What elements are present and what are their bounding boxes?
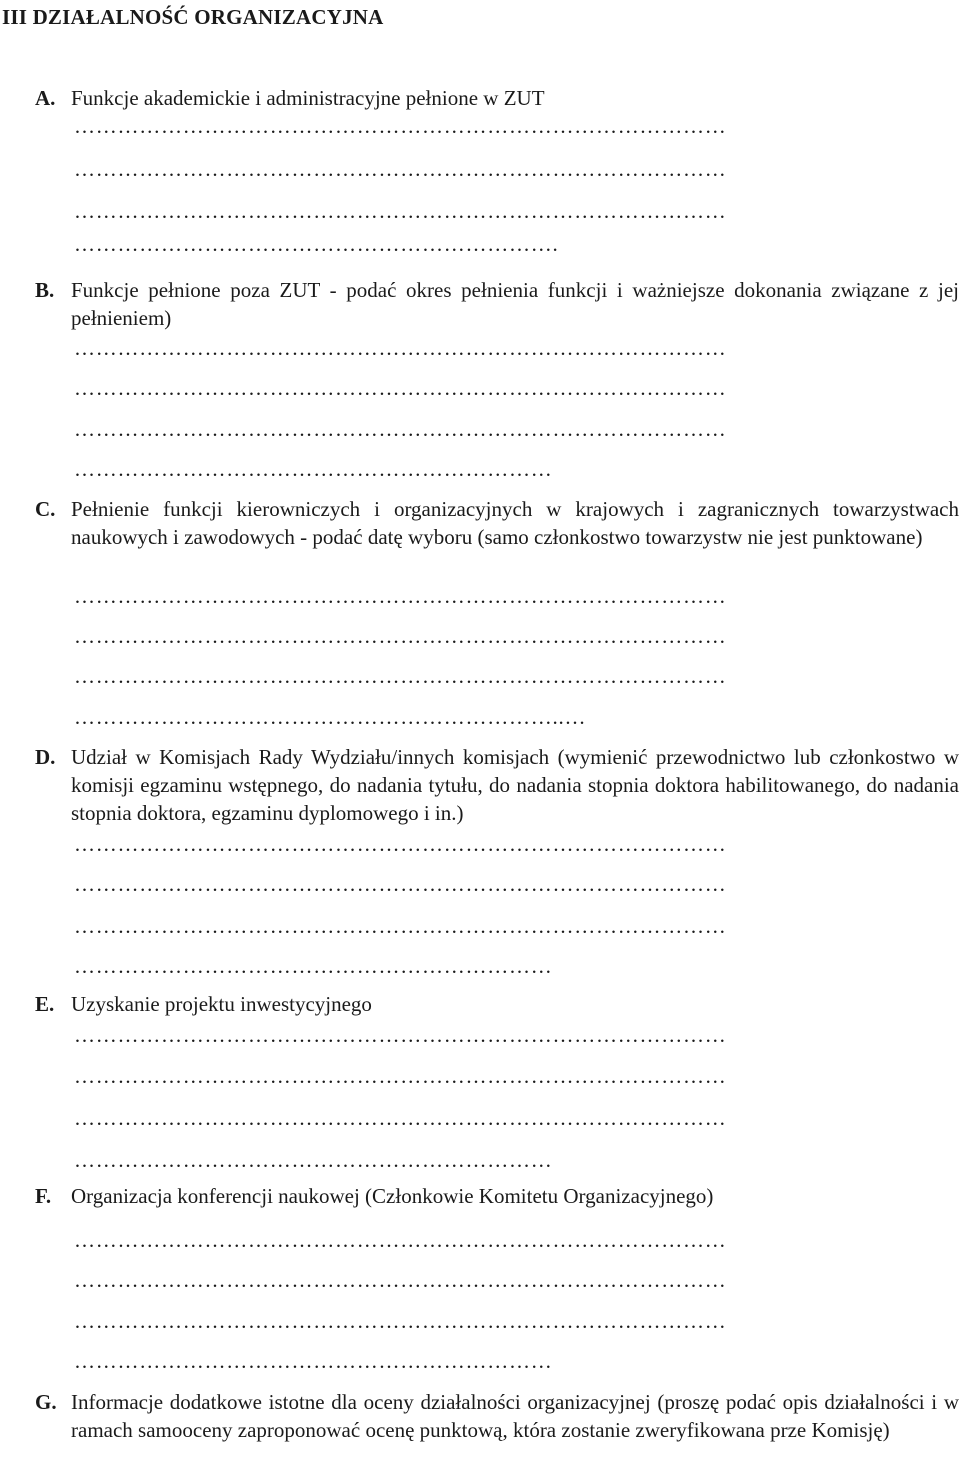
section-b-title: Funkcje pełnione poza ZUT - podać okres pełnienia funkcji i ważniejsze dokonania związane z jej pełnieniem) [71,278,959,330]
section-g-title: Informacje dodatkowe istotne dla oceny działalności organizacyjnej (proszę podać opis działalności i w ramach samooceny zaproponować ocenę punktową, która zostanie zweryfikowana prze Komisję) [71,1390,959,1442]
section-b-letter: B. [35,278,55,302]
section-d-letter: D. [35,745,56,769]
section-c-letter: C. [35,497,56,521]
section-f-line-1: ……………………………………………………………………………… [74,1228,727,1252]
section-g-letter: G. [35,1390,57,1414]
section-c-line-1: ……………………………………………………………………………… [74,584,727,608]
section-c-line-4: …………………………………………………………..… [74,705,587,729]
section-e-line-1: ……………………………………………………………………………… [74,1023,727,1047]
section-e-line-3: ……………………………………………………………………………… [74,1106,727,1130]
section-b-line-4: ………………………………………………………… [74,457,553,481]
section-heading: III DZIAŁALNOŚĆ ORGANIZACYJNA [2,5,384,29]
section-a-line-2: ……………………………………………………………………………… [74,157,727,181]
section-f-line-3: ……………………………………………………………………………… [74,1309,727,1333]
section-d-line-4: ………………………………………………………… [74,954,553,978]
section-d-title: Udział w Komisjach Rady Wydziału/innych komisjach (wymienić przewodnictwo lub członkostwo w komisji egzaminu wstępnego, do nadania tytułu, do nadania stopnia doktora habilitowanego, do nadania stopnia doktora, egzaminu dyplomowego i in.) [71,745,959,825]
section-a-line-3: ……………………………………………………………………………… [74,199,727,223]
section-b-line-3: ……………………………………………………………………………… [74,417,727,441]
section-e-line-4: ………………………………………………………… [74,1148,553,1172]
section-a-line-4: …………………………………………………………. [74,232,559,256]
section-c-line-2: ……………………………………………………………………………… [74,624,727,648]
section-e-line-2: ……………………………………………………………………………… [74,1064,727,1088]
section-e-letter: E. [35,992,55,1016]
section-f-letter: F. [35,1184,52,1208]
section-d-line-3: ……………………………………………………………………………… [74,914,727,938]
section-f-title: Organizacja konferencji naukowej (Członkowie Komitetu Organizacyjnego) [71,1184,714,1208]
section-f-line-2: ……………………………………………………………………………… [74,1268,727,1292]
section-a-title: Funkcje akademickie i administracyjne pełnione w ZUT [71,86,545,110]
section-d-line-2: ……………………………………………………………………………… [74,872,727,896]
section-b-line-1: ……………………………………………………………………………… [74,336,727,360]
section-b-line-2: ……………………………………………………………………………… [74,376,727,400]
section-f-line-4: ………………………………………………………… [74,1349,553,1373]
section-a-line-1: ……………………………………………………………………………… [74,114,727,138]
section-e-title: Uzyskanie projektu inwestycyjnego [71,992,372,1016]
section-a-letter: A. [35,86,56,110]
section-c-title: Pełnienie funkcji kierowniczych i organizacyjnych w krajowych i zagranicznych towarzystwach naukowych i zawodowych - podać datę wyboru (samo członkostwo towarzystw nie jest punktowane) [71,497,959,549]
section-c-line-3: ……………………………………………………………………………… [74,664,727,688]
section-d-line-1: ……………………………………………………………………………… [74,832,727,856]
